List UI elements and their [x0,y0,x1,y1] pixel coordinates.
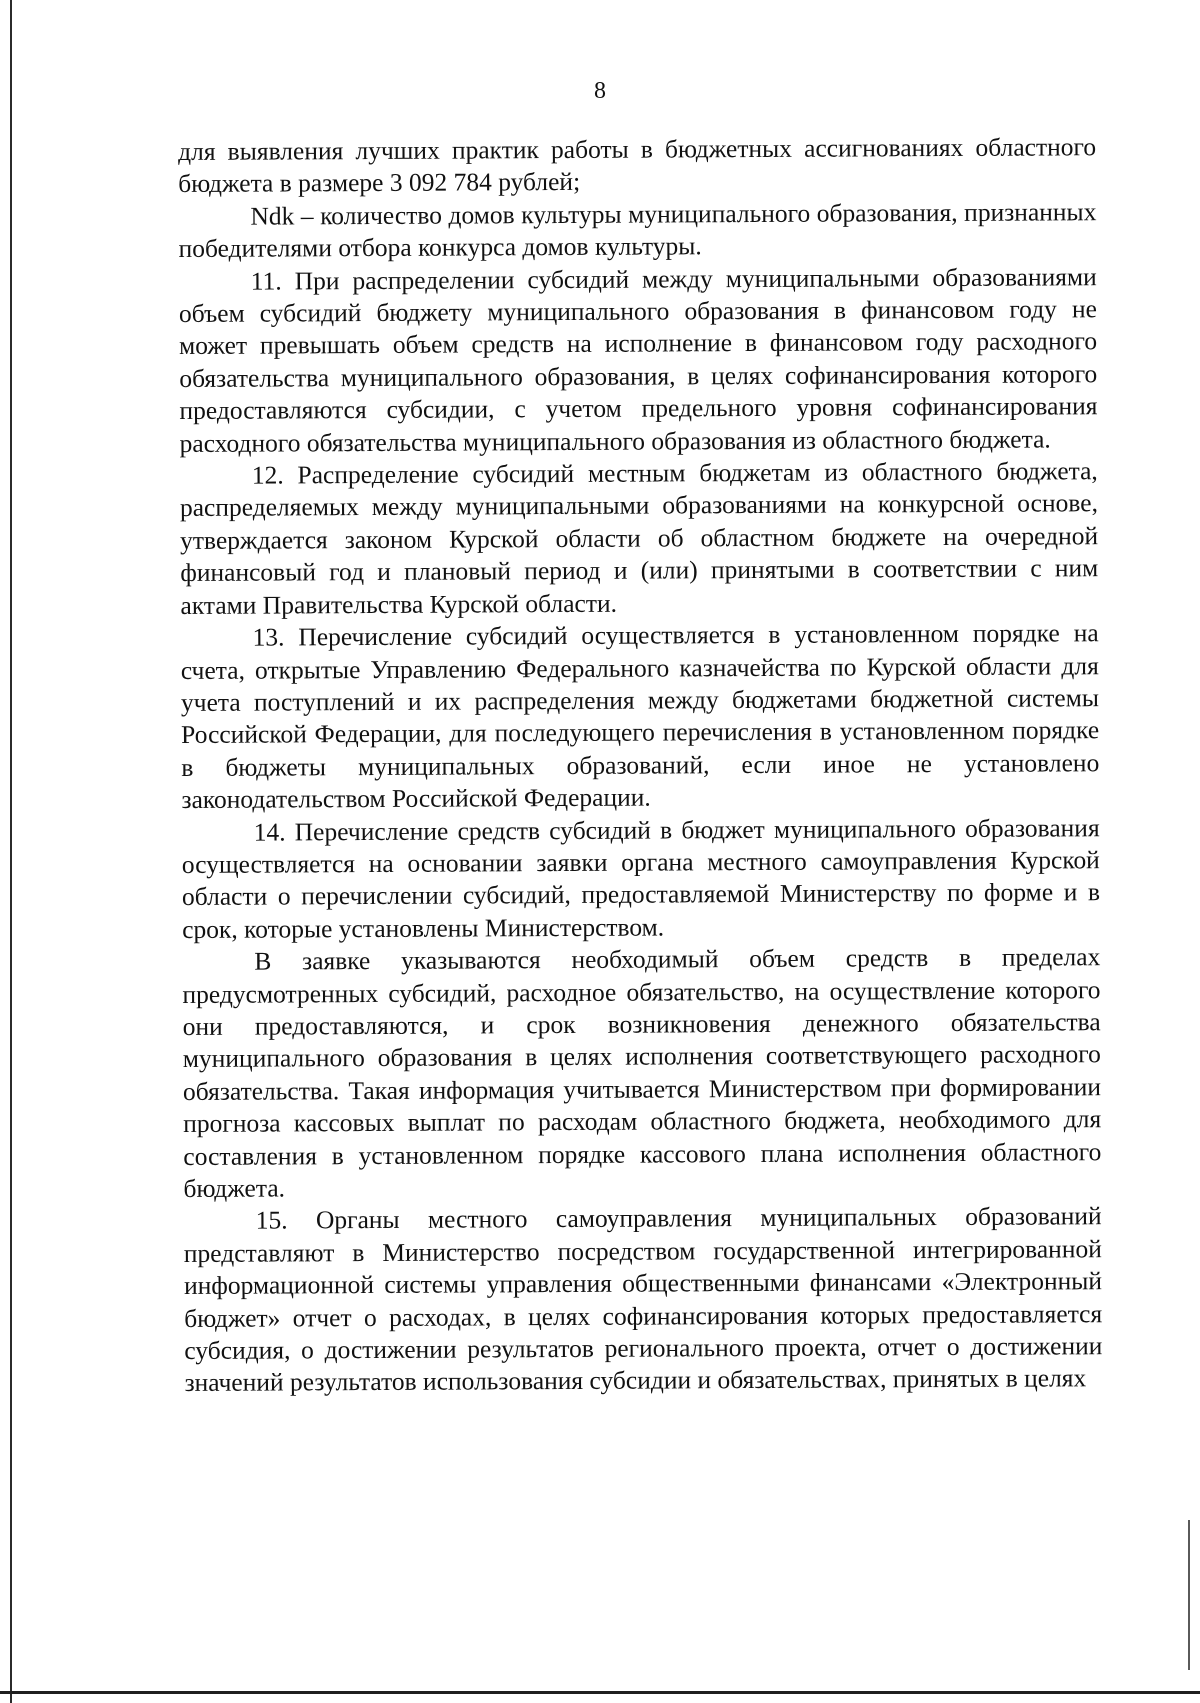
paragraph-15: 15. Органы местного самоуправления муниципальных образований представляют в Министерство посредством государственной интегрированной информационной системы управления общественными финансами «Электронный бюджет» отчет о расходах, в целях софинансирования которых предоставляется субсидия, о достижении результатов регионального проекта, отчет о достижении значений результатов использования субсидии и обязательствах, принятых в целях [183,1201,1103,1398]
paragraph-14: 14. Перечисление средств субсидий в бюджет муниципального образования осуществляется на основании заявки органа местного самоуправления Курской области о перечислении субсидий, предоставляемой Министерству по форме и в срок, которые установлены Министерством. [181,812,1101,944]
paragraph-ndk-definition: Ndk – количество домов культуры муниципального образования, признанных победителями отбора конкурса домов культуры. [178,197,1097,264]
paragraph-11: 11. При распределении субсидий между муниципальными образованиями объем субсидий бюджету муниципального образования в финансовом году не может превышать объем средств на исполнение в финансовом году расходного обязательства муниципального образования, в целях софинансирования которого предоставляются субсидии, с учетом предельного уровня софинансирования расходного обязательства муниципального образования из областного бюджета. [178,261,1098,458]
paragraph-12: 12. Распределение субсидий местным бюджетам из областного бюджета, распределяемых между муниципальными образованиями на конкурсной основе, утверждается законом Курской области об областном бюджете на очередной финансовый год и плановый период и (или) принятыми в соответствии с ним актами Правительства Курской области. [179,456,1099,620]
page-number: 8 [594,78,606,104]
scan-bottom-edge [0,1691,1200,1694]
paragraph-14-application: В заявке указываются необходимый объем средств в пределах предусмотренных субсидий, расходное обязательство, на осуществление которого они предоставляются, и срок возникновения денежного обязательства муниципального образования в целях исполнения соответствующего расходного обязательства. Такая информация учитывается Министерством при формировании прогноза кассовых выплат по расходам областного бюджета, необходимого для составления в установленном порядке кассового плана исполнения областного бюджета. [182,942,1102,1203]
paragraph-13: 13. Перечисление субсидий осуществляется в установленном порядке на счета, открытые Управлению Федерального казначейства по Курской области для учета поступлений и их распределения между бюджетами бюджетной системы Российской Федерации, для последующего перечисления в установленном порядке в бюджеты муниципальных образований, если иное не установлено законодательством Российской Федерации. [180,618,1100,815]
scan-right-edge [1188,1520,1190,1670]
scan-left-edge [10,0,12,1703]
document-body [178,131,1103,1400]
paragraph-continuation: для выявления лучших практик работы в бюджетных ассигнованиях областного бюджета в размере 3 092 784 рублей; [178,132,1097,199]
